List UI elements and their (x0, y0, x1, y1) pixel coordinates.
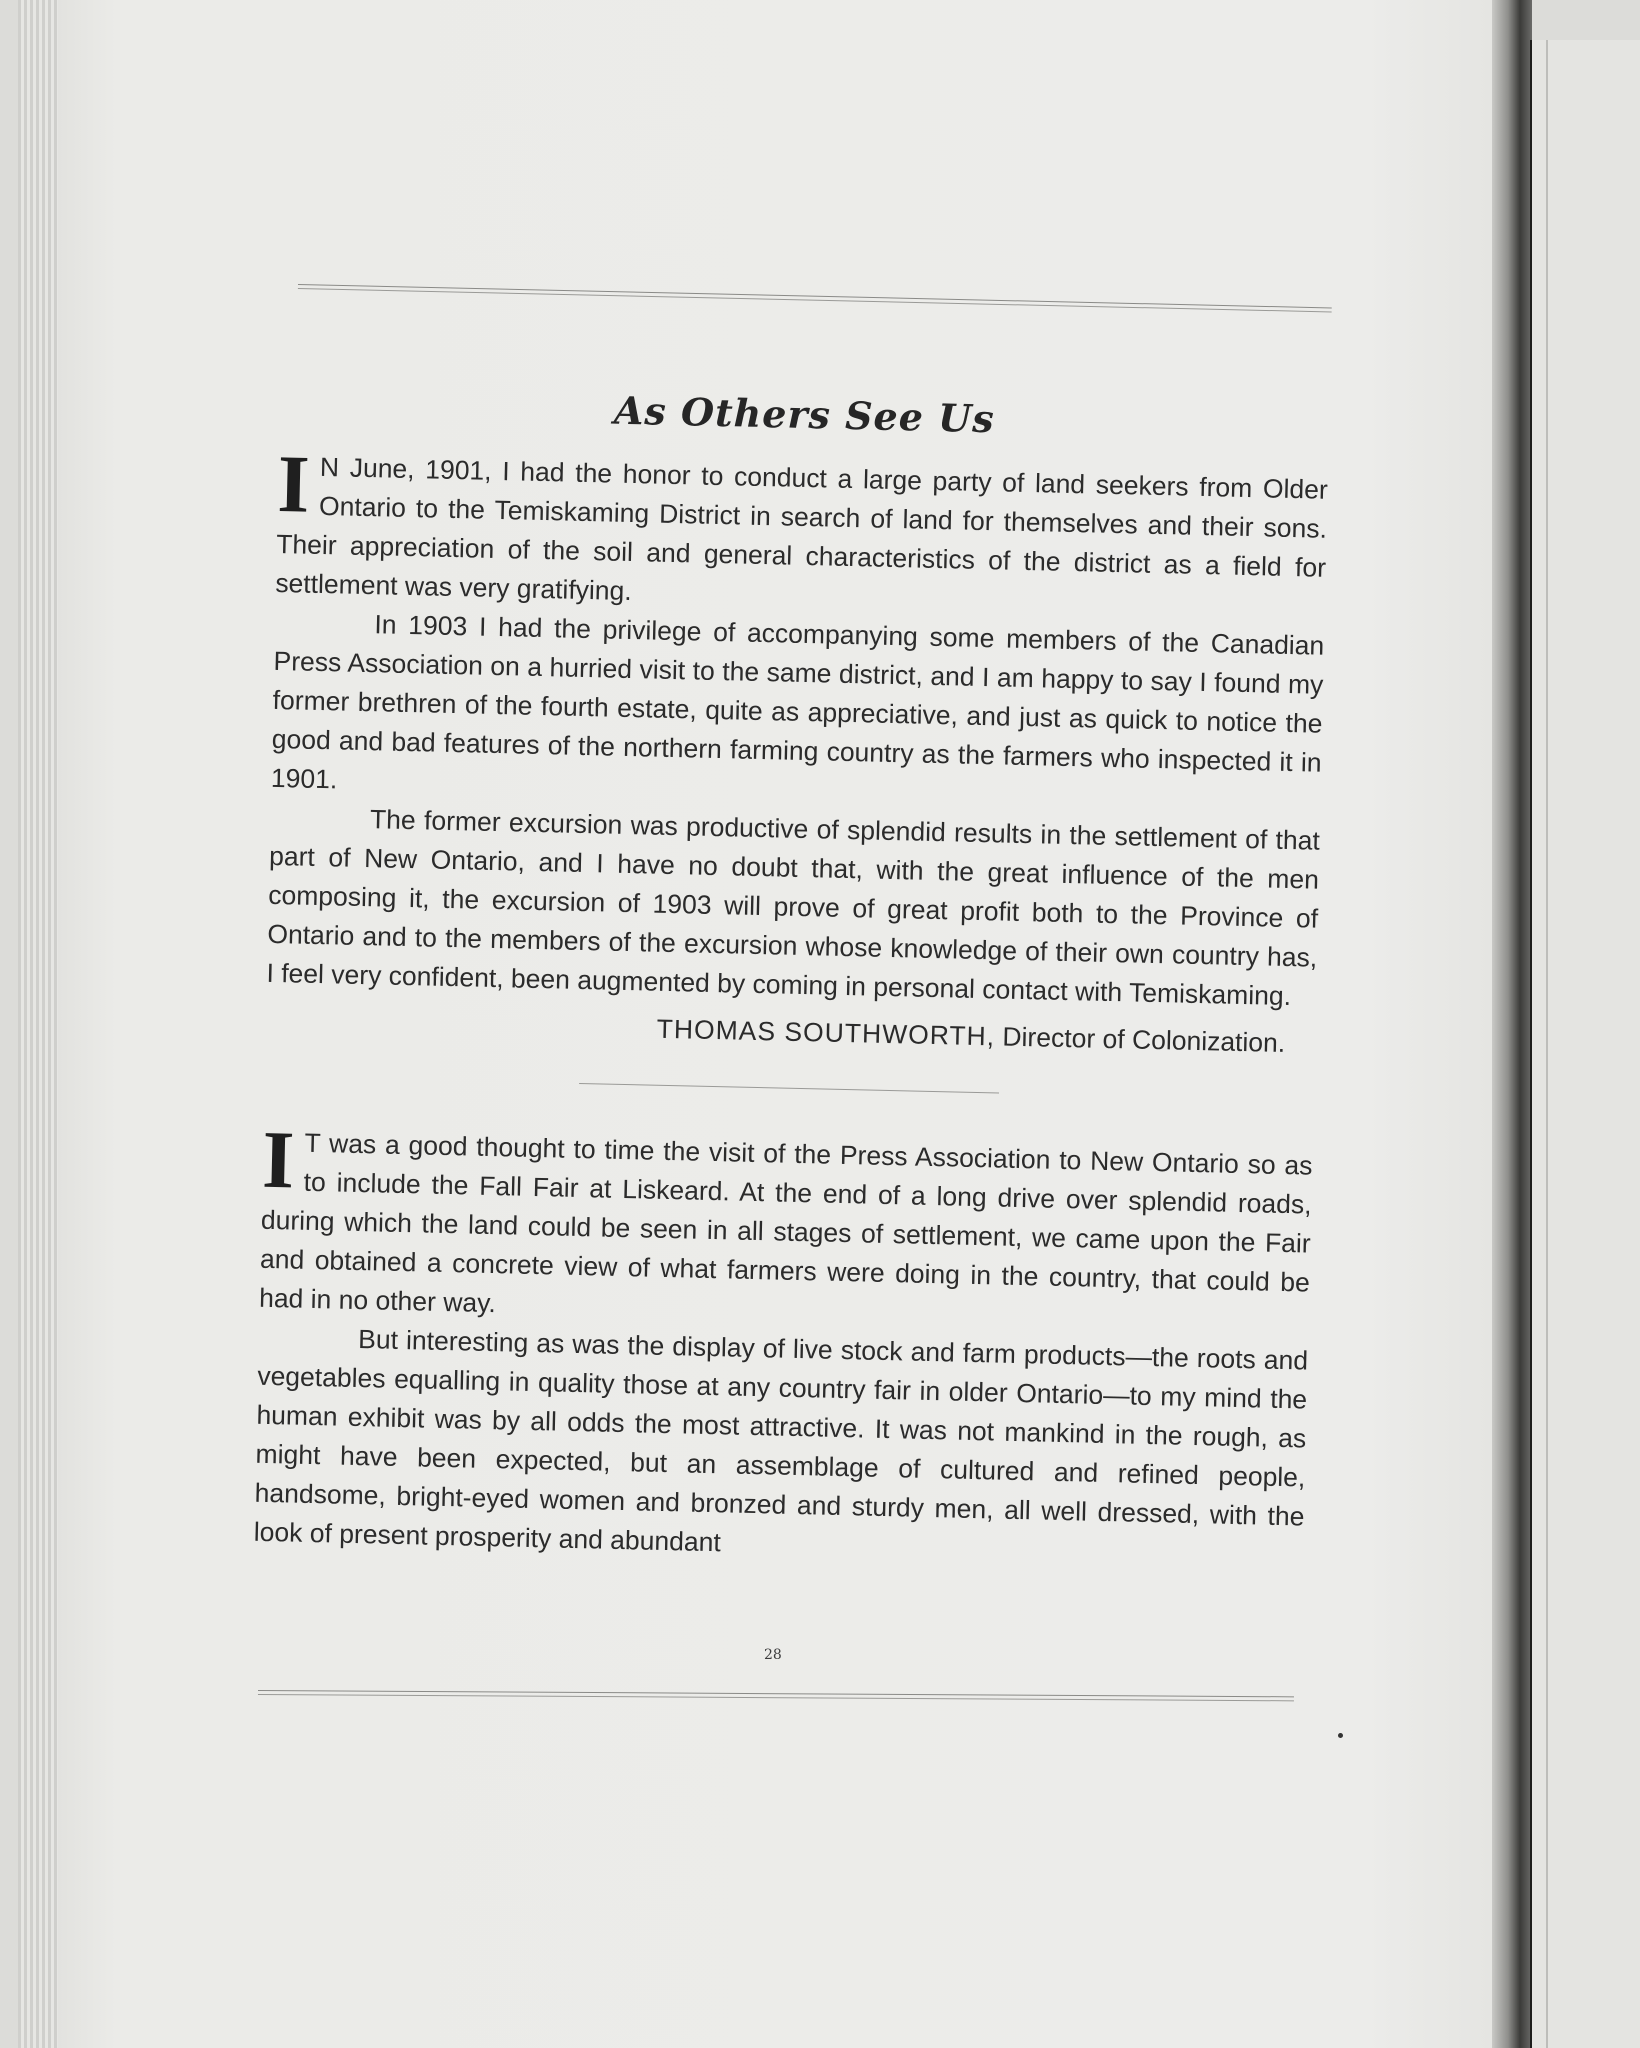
ink-speck (1338, 1733, 1343, 1738)
drop-cap: I (261, 1113, 296, 1206)
page-content (253, 380, 1329, 1576)
page-number: 28 (764, 1647, 782, 1663)
paragraph: But interesting as was the display of live stock and farm products—the roots and vegetables equalling in quality those at any country fair in older Ontario—to my mind the human exhibit was by all odds the most attractive. It was not mankind in the rough, as might have been expected, but an assemblage of cultured and refined people, handsome, bright-eyed women and bronzed and sturdy men, all well dressed, with the look of present prosperity and abundant (253, 1324, 1309, 1558)
paragraph: In 1903 I had the privilege of accompanying some members of the Canadian Press Association on a hurried visit to the same district, and I am happy to say I found my former brethren of the fourth estate, quite as appreciative, and just as quick to notice the good and bad features of the northern farming country as the farmers who inspected it in 1901. (270, 609, 1325, 795)
book-gutter (1492, 0, 1532, 2048)
paragraph (258, 1113, 1313, 1342)
page-title: As Others See Us (613, 387, 996, 442)
paragraph (275, 437, 1329, 627)
signature-title: Director of Colonization. (1002, 1021, 1286, 1058)
article-fall-fair (253, 1113, 1313, 1576)
article-southworth (265, 437, 1329, 1064)
section-divider (579, 1083, 999, 1094)
paragraph: The former excursion was productive of splendid results in the settlement of that part of New Ontario, and I have no doubt that, with the great influence of the men composing it, the excursion of 1903 will prove of great profit both to the Province of Ontario and to the members of the excursion whose knowledge of their own country has, I feel very confident, been augmented by coming in personal contact with Temiskaming. (266, 804, 1321, 1012)
signature-name: THOMAS SOUTHWORTH, (656, 1013, 996, 1052)
paragraph-text: N June, 1901, I had the honor to conduct a large party of land seekers from Older Ontario to the Temiskaming District in search of land for themselves and their sons. Their appreciation of the soil and general characteristics of the district as a field for settlement was very gratifying. (275, 451, 1329, 607)
drop-cap: I (276, 437, 311, 530)
book-page-edges (18, 0, 62, 2048)
facing-page-edge (1530, 40, 1640, 2048)
paragraph-text: T was a good thought to time the visit of the Press Association to New Ontario so as to include the Fall Fair at Liskeard. At the end of a long drive over splendid roads, during which the land could be seen in all stages of settlement, we came upon the Fair and obtained a concrete view of what farmers were doing in the country, that could be had in no other way. (258, 1127, 1313, 1319)
